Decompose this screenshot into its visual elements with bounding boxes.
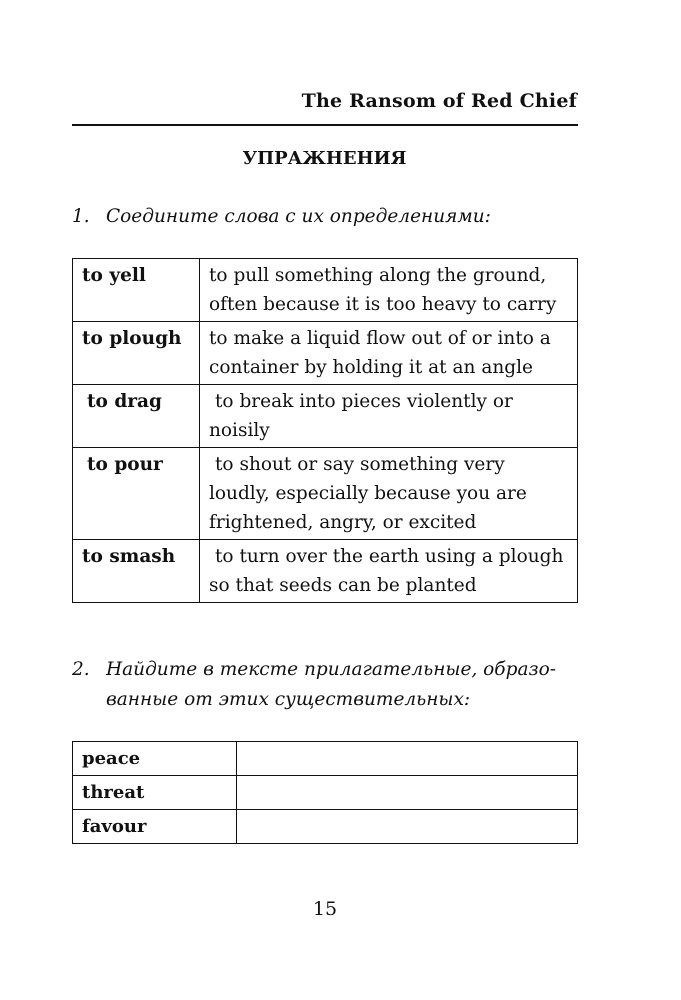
table-row — [73, 776, 578, 810]
definition-cell: to break into pieces violently or noisily — [200, 385, 578, 448]
answer-cell — [237, 742, 578, 776]
table-row — [73, 385, 578, 448]
task-2-instruction — [72, 655, 578, 715]
section-title: УПРАЖНЕНИЯ — [242, 148, 407, 169]
definition-cell: to turn over the earth using a plough so that seeds can be planted — [200, 540, 578, 603]
task-2-text-line2: ванные от этих существительных: — [106, 689, 471, 710]
noun-cell: peace — [73, 742, 237, 776]
task-1-instruction — [72, 202, 578, 232]
table-row — [73, 448, 578, 540]
noun-cell: favour — [73, 810, 237, 844]
task-1-text: Соедините слова с их определениями: — [106, 206, 491, 227]
term-cell: to drag — [73, 385, 200, 448]
task-2-number: 2. — [72, 659, 90, 680]
task-2-text-line1: Найдите в тексте прилагательные, образо- — [106, 659, 556, 680]
noun-cell: threat — [73, 776, 237, 810]
definition-cell: to pull something along the ground, often because it is too heavy to carry — [200, 259, 578, 322]
matching-table — [72, 258, 578, 603]
table-row — [73, 540, 578, 603]
answer-cell — [237, 810, 578, 844]
answer-cell — [237, 776, 578, 810]
table-row — [73, 742, 578, 776]
task-1-number: 1. — [72, 206, 90, 227]
term-cell: to pour — [73, 448, 200, 540]
term-cell: to plough — [73, 322, 200, 385]
word-formation-table — [72, 741, 578, 844]
running-head: The Ransom of Red Chief — [301, 90, 577, 112]
table-row — [73, 810, 578, 844]
table-row — [73, 259, 578, 322]
definition-cell: to shout or say something very loudly, especially because you are frightened, angry, or excited — [200, 448, 578, 540]
term-cell: to smash — [73, 540, 200, 603]
term-cell: to yell — [73, 259, 200, 322]
definition-cell: to make a liquid flow out of or into a container by holding it at an angle — [200, 322, 578, 385]
page-number: 15 — [312, 898, 338, 920]
table-row — [73, 322, 578, 385]
header-rule — [72, 124, 578, 126]
